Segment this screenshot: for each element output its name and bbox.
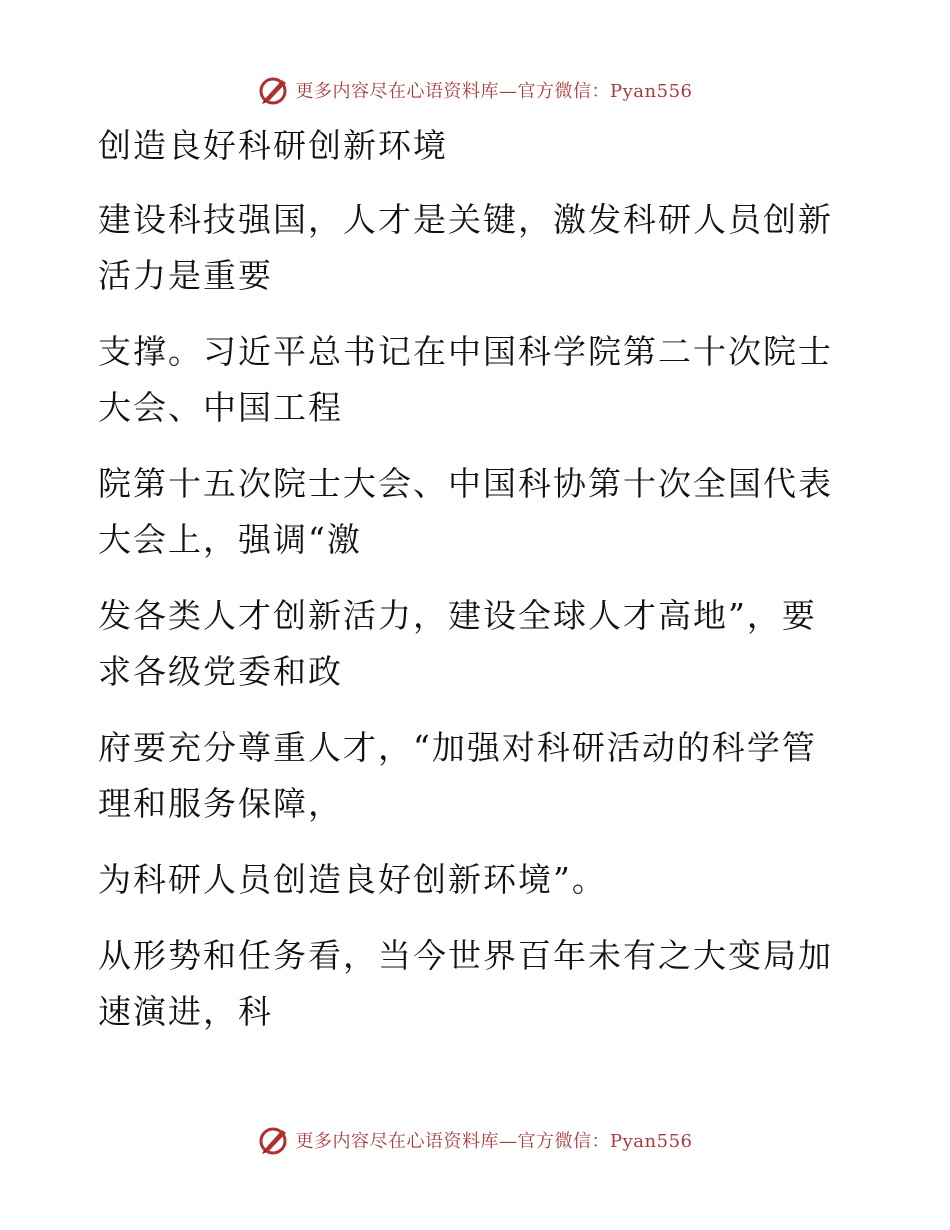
text-line: 支撑。习近平总书记在中国科学院第二十次院士	[98, 332, 833, 371]
text-line: 理和服务保障，	[98, 784, 343, 823]
text-line: 速演进，科	[98, 992, 273, 1031]
footer-watermark	[0, 1120, 950, 1160]
text-line: 大会、中国工程	[98, 388, 343, 427]
header-watermark-text: 更多内容尽在心语资料库—官方微信：Pyan556	[295, 81, 693, 102]
text-line: 活力是重要	[98, 256, 273, 295]
text-line: 为科研人员创造良好创新环境”。	[98, 860, 607, 899]
text-line: 求各级党委和政	[98, 652, 343, 691]
header-watermark	[0, 70, 950, 110]
pen-logo-icon	[258, 74, 290, 106]
text-line: 府要充分尊重人才，“加强对科研活动的科学管	[98, 728, 817, 767]
text-line: 创造良好科研创新环境	[98, 126, 448, 165]
footer-watermark-text: 更多内容尽在心语资料库—官方微信：Pyan556	[295, 1131, 693, 1152]
text-line: 院第十五次院士大会、中国科协第十次全国代表	[98, 464, 833, 503]
text-line: 大会上，强调“激	[98, 520, 362, 559]
text-line: 发各类人才创新活力，建设全球人才高地”，要	[98, 596, 817, 635]
text-line: 从形势和任务看，当今世界百年未有之大变局加	[98, 936, 833, 975]
text-line: 建设科技强国，人才是关键，激发科研人员创新	[98, 200, 833, 239]
pen-logo-icon	[258, 1124, 290, 1156]
